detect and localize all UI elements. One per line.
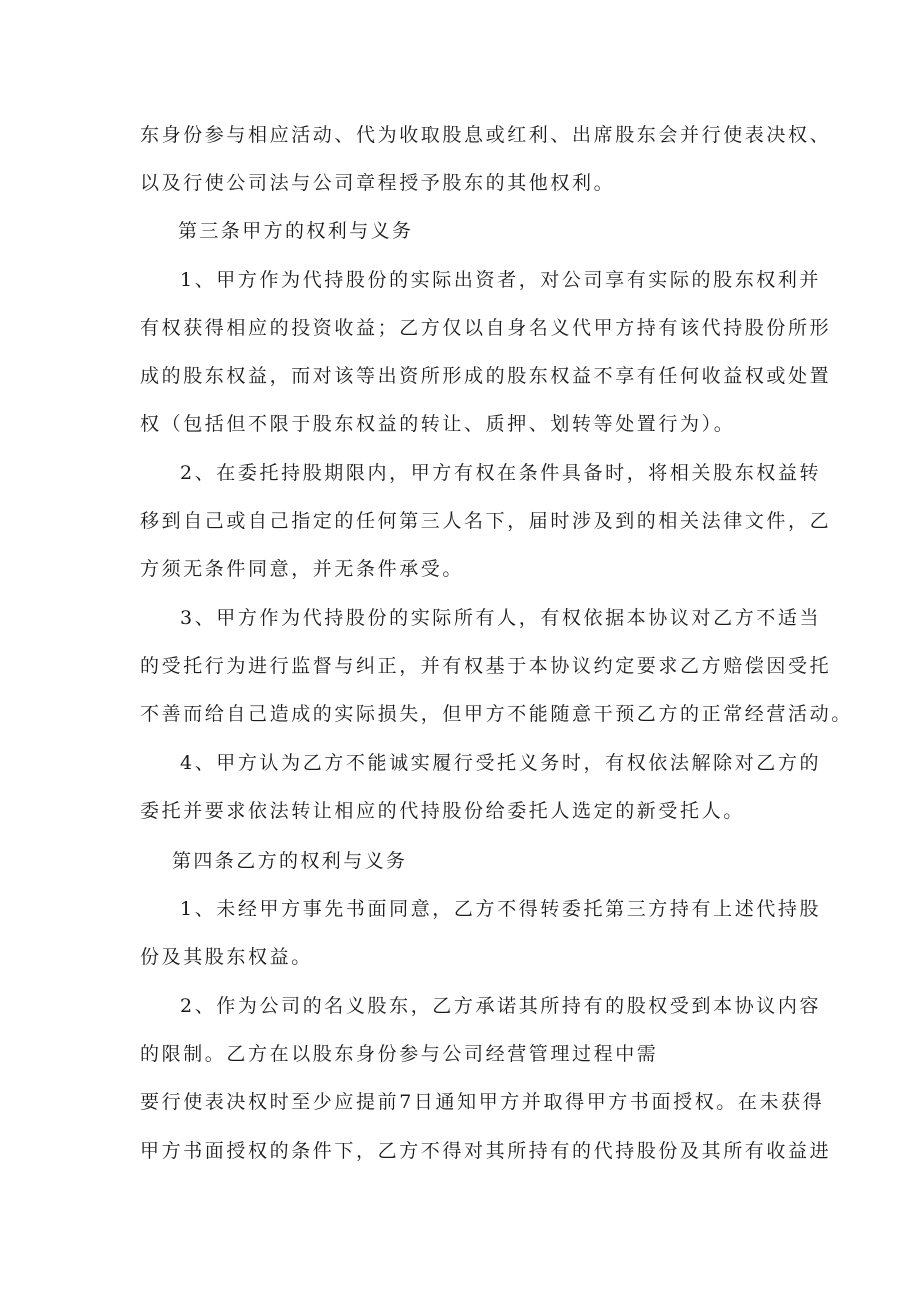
text-line: 权（包括但不限于股东权益的转让、质押、划转等处置行为）。 (140, 413, 736, 435)
section-heading-article-4: 第四条乙方的权利与义务 (172, 850, 408, 872)
text-line: 委托并要求依法转让相应的代持股份给委托人选定的新受托人。 (140, 800, 745, 822)
text-line: 东身份参与相应活动、代为收取股息或红利、出席股东会并行使表决权、 (140, 124, 832, 146)
text-line: 要行使表决权时至少应提前7日通知甲方并取得甲方书面授权。在未获得 (140, 1091, 825, 1113)
text-line: 的限制。乙方在以股东身份参与公司经营管理过程中需 (140, 1043, 659, 1065)
text-line: 方须无条件同意，并无条件承受。 (140, 558, 465, 580)
section-heading-article-3: 第三条甲方的权利与义务 (178, 220, 414, 242)
text-line: 2、作为公司的名义股东，乙方承诺其所持有的股权受到本协议内容 (180, 995, 822, 1017)
text-line: 成的股东权益，而对该等出资所形成的股东权益不享有任何收益权或处置 (140, 365, 832, 387)
text-line: 2、在委托持股期限内，甲方有权在条件具备时，将相关股东权益转 (180, 462, 822, 484)
text-line: 1、甲方作为代持股份的实际出资者，对公司享有实际的股东权利并 (180, 269, 822, 291)
text-line: 不善而给自己造成的实际损失，但甲方不能随意干预乙方的正常经营活动。 (140, 703, 853, 725)
text-line: 甲方书面授权的条件下，乙方不得对其所持有的代持股份及其所有收益进 (140, 1140, 832, 1162)
text-line: 的受托行为进行监督与纠正，并有权基于本协议约定要求乙方赔偿因受托 (140, 655, 832, 677)
text-line: 4、甲方认为乙方不能诚实履行受托义务时，有权依法解除对乙方的 (180, 752, 822, 774)
text-line: 移到自己或自己指定的任何第三人名下，届时涉及到的相关法律文件，乙 (140, 510, 832, 532)
text-line: 以及行使公司法与公司章程授予股东的其他权利。 (140, 172, 616, 194)
text-line: 有权获得相应的投资收益；乙方仅以自身名义代甲方持有该代持股份所形 (140, 317, 832, 339)
text-line: 份及其股东权益。 (140, 946, 313, 968)
text-line: 1、未经甲方事先书面同意，乙方不得转委托第三方持有上述代持股 (180, 898, 822, 920)
text-line: 3、甲方作为代持股份的实际所有人，有权依据本协议对乙方不适当 (180, 607, 822, 629)
